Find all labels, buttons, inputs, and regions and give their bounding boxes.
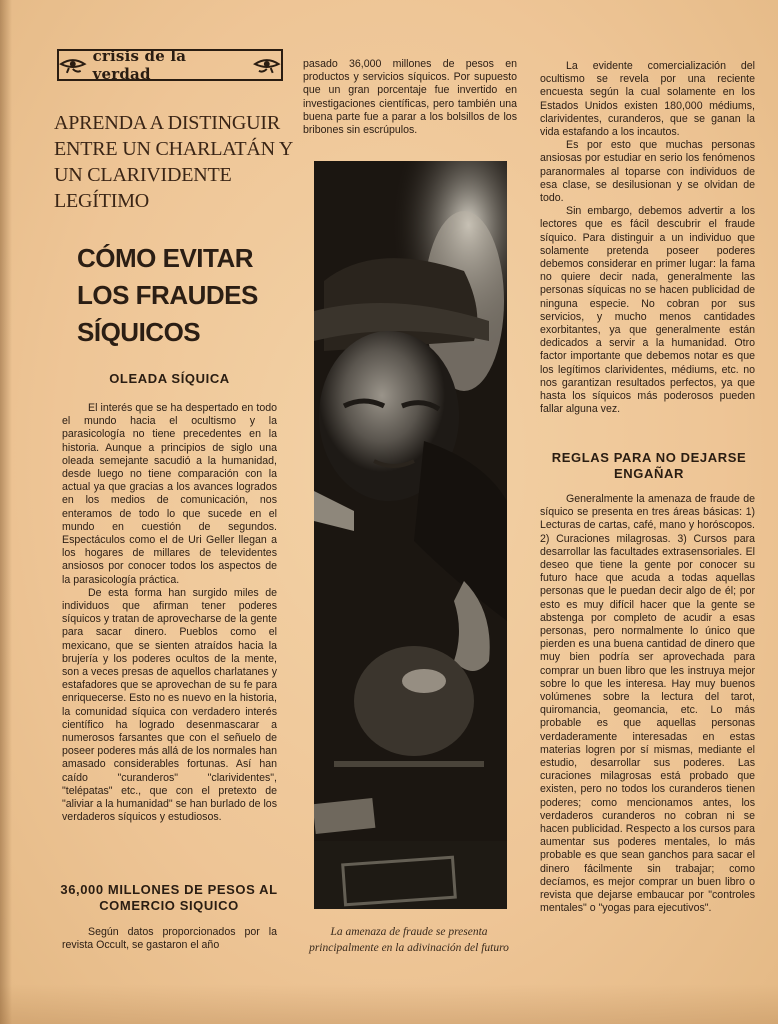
paragraph: Es por esto que muchas personas ansiosas por estudiar en serio los fenómenos paranormales al toparse con individuos de esa clase, se desilusionan y se olvidan de todo. [540,139,755,205]
photo-caption: La amenaza de fraude se presenta principalmente en la adivinación del futuro [309,926,509,954]
eye-of-horus-icon [59,56,87,74]
paragraph: pasado 36,000 millones de pesos en productos y servicios síquicos. Por supuesto que un gran porcentaje fue invertido en investigaciones científicas, pero también una buena parte fue a parar a los bolsillos de los bribones sin escrúpulos. [303,58,517,137]
paragraph: Sin embargo, debemos advertir a los lectores que es fácil descubrir el fraude síquico. Para distinguir a un individuo que solamente pretenda poseer poderes debemos considerar en primer lugar: la fama no quiere decir nada, generalmente las personas síquicas no se hacen publicidad de ninguna especie. No cobran por sus servicios, y mucho menos cantidades exorbitantes, ya que generalmente están dedicados a servir a la humanidad. Otro factor importante que debemos notar es que los legítimos clarividentes, médiums, etc. no nos garantizan resultados perfectos, ya que hasta los síquicos más poderosos pueden fallar alguna vez. [540,205,755,416]
fortune-teller-photo [314,161,507,909]
article-kicker-headline: APRENDA A DISTINGUIR ENTRE UN CHARLATÁN Y UN CLARIVIDENTE LEGÍTIMO [54,112,293,212]
page-edge-shading [0,984,778,1024]
article-title: CÓMO EVITAR LOS FRAUDES SÍQUICOS [77,243,258,347]
column-3-continuation [540,493,755,916]
column-1-body [62,402,277,825]
subhead-36000-millones: 36,000 MILLONES DE PESOS AL COMERCIO SIQUICO [60,882,278,913]
column-1-continuation [62,926,277,952]
column-2-body [303,58,517,137]
subhead-reglas: REGLAS PARA NO DEJARSE ENGAÑAR [551,450,747,481]
eye-of-horus-icon [253,56,281,74]
section-header-box [57,49,283,81]
paragraph: De esta forma han surgido miles de individuos que afirman tener poderes síquicos y tratan de aprovecharse de la gente para sacar dinero. Pueblos como el mexicano, que se sienten atraídos hacia la brujería y los poderes ocultos de la mente, son a veces presas de aquellos charlatanes y estafadores que se aprovechan de su fe para enriquecerse. Esto no es nuevo en la historia, la comunidad síquica con verdadero interés científico ha logrado desenmascarar a numerosos farsantes que con el señuelo de poseer poderes más allá de los normales han amasado considerables fortunas. Así han caído "curanderos" "clarividentes", "telépatas" etc., que con el pretexto de "aliviar a la humanidad" se han burlado de los verdaderos síquicos y estudiosos. [62,586,277,824]
paragraph: Según datos proporcionados por la revista Occult, se gastaron el año [62,926,277,952]
paragraph: La evidente comercialización del ocultismo se revela por una reciente encuesta según la cual solamente en los Estados Unidos existen 180,000 médiums, clarividentes, curanderos, que se ganan la vida estafando a los incautos. [540,60,755,139]
column-3-body [540,60,755,416]
paragraph: El interés que se ha despertado en todo el mundo hacia el ocultismo y la parasicología no tiene precedentes en la historia. Aunque a principios de siglo una oleada semejante sacudió a la humanidad, desde luego no tiene comparación con la actual ya que gracias a los avances logrados en los medios de comunicación, nos enteramos de todo lo que sucede en el mundo en cuestión de segundos. Espectáculos como el de Uri Geller llegan a los hogares de millares de televidentes ansiosos por conocer todos los aspectos de la parasicología práctica. [62,402,277,586]
binding-shadow [0,0,12,1024]
photo-illustration [314,161,507,909]
paragraph: Generalmente la amenaza de fraude de síquico se presenta en tres áreas básicas: 1) Lecturas de cartas, café, mano y horóscopos. 2) Curaciones milagrosas. 3) Cursos para desarrollar las facultades extrasensoriales. El deseo que tiene la gente por conocer su futuro hace que acuda a todas aquellas personas que le puedan decir algo de él; por esto es muy difícil hacer que la gente se abstenga por completo de acudir a esas personas, pero normalmente lo único que pierden es una buena cantidad de dinero que muy bien podría ser aprovechada para comprar un buen libro que les instruya mejor sobre lo que les interesa. Hay muy buenos volúmenes sobre la lectura del tarot, quiromancia, geomancia, etc. Lo más probable es que aquellas personas verdaderamente interesadas en estas materias logren por sí mismas, mediante el estudio, desarrollar sus poderes. Las curaciones milagrosas está probado que existen, pero no todos los curanderos tienen poderes; como mencionamos antes, los verdaderos curanderos no cobran ni se hacen publicidad. Respecto a los cursos para aumentar sus poderes mentales, lo más probable es que sean ganchos para sacar el dinero fácilmente sin trabajar; como decíamos, es mejor comprar un buen libro o revista que dejarse embaucar por "controles mentales" o "yogas para ejecutivos". [540,493,755,915]
section-label: crisis de la verdad [92,47,187,83]
subhead-oleada-siquica: OLEADA SÍQUICA [109,371,230,386]
